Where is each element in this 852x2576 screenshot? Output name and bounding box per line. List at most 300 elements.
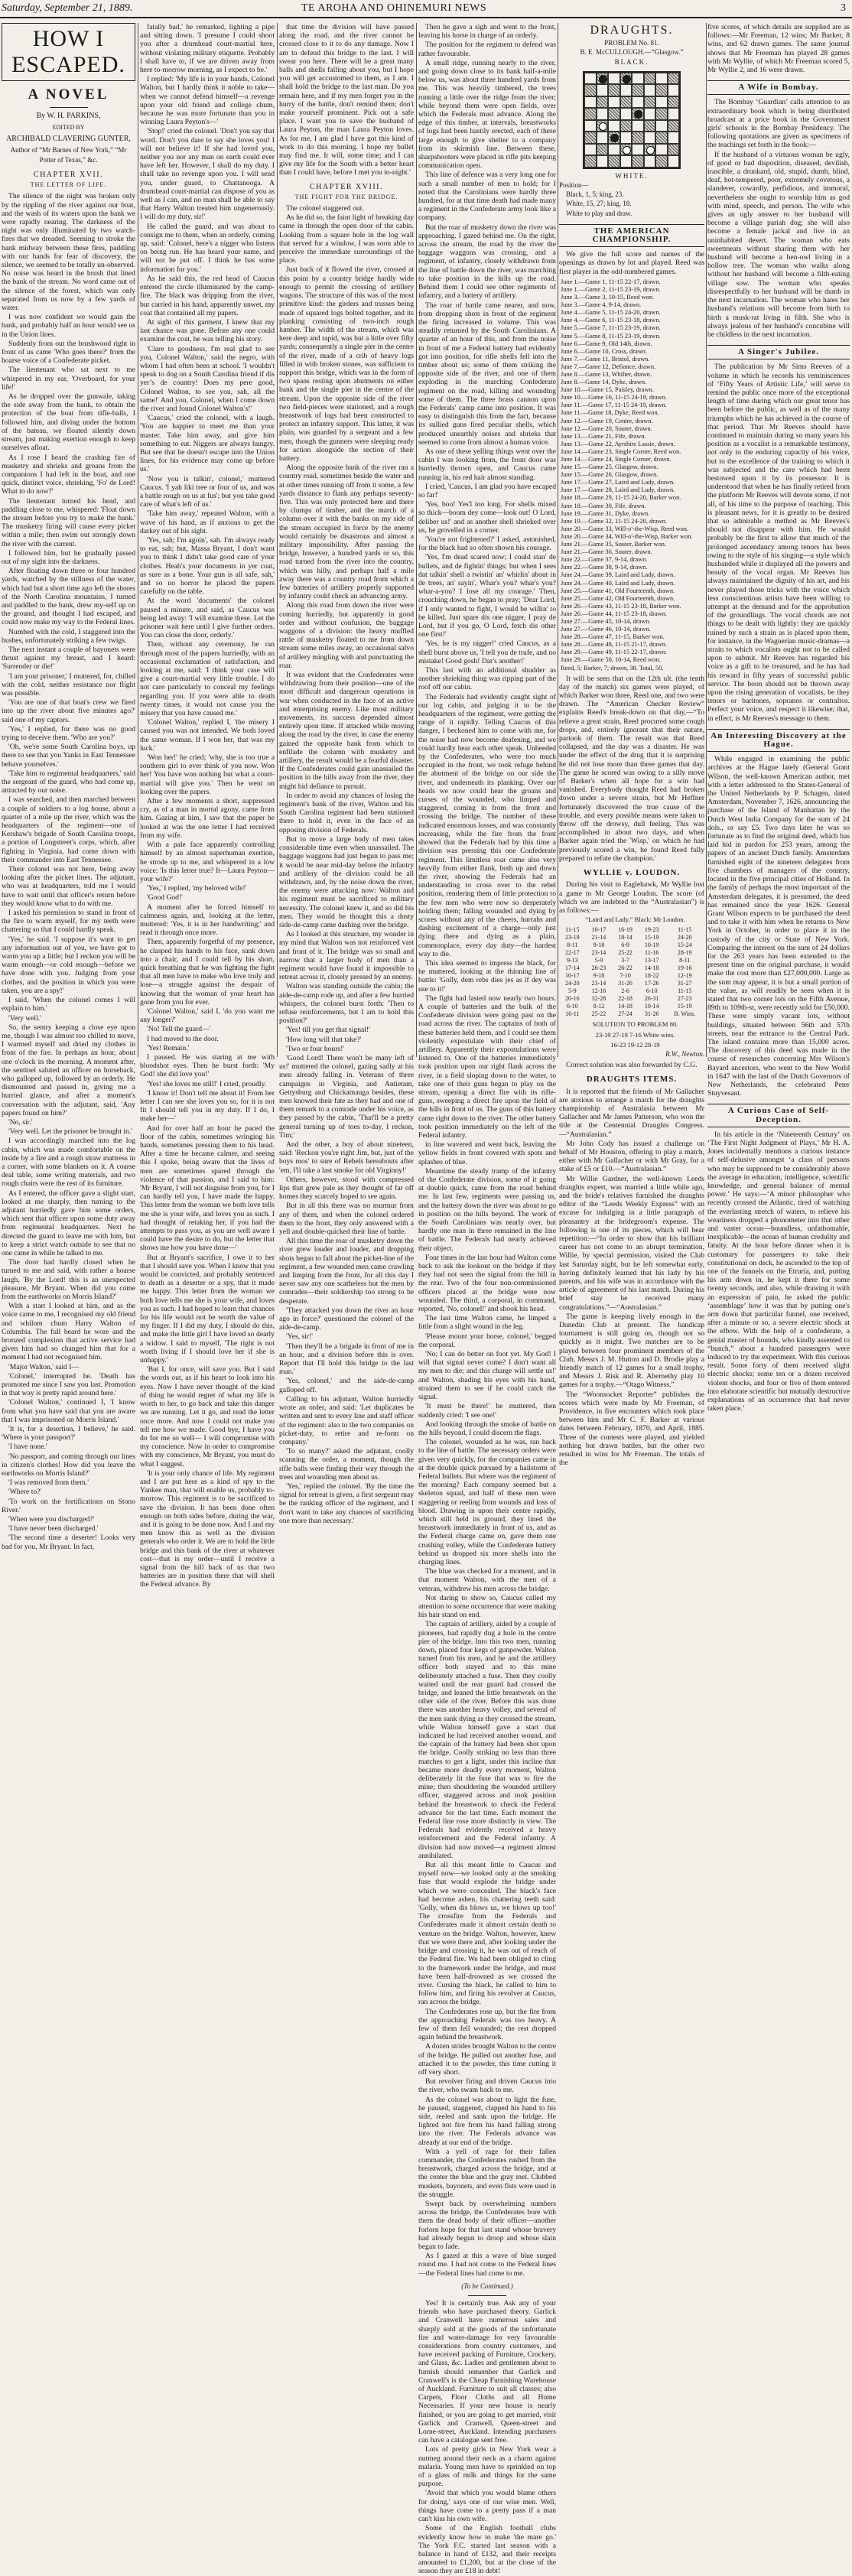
score-row <box>559 964 704 972</box>
championship-notes <box>559 675 704 863</box>
story-paragraph: 'No, sir.' <box>8 1117 33 1127</box>
article-hague-body <box>707 755 850 1098</box>
score-cell: 27-23 <box>677 995 692 1003</box>
score-cell: 32-28 <box>591 995 606 1003</box>
news-paragraph: It is reported that the friends of Mr Gallacher are anxious to arrange a match for the draughts championship of Australasia between Mr Gallacher and Mr James Patterson, who won the title at the Centennial Draughts Congress.—“Australasian.” <box>559 1087 704 1139</box>
board-square <box>620 155 632 168</box>
score-cell: 31-26 <box>618 980 632 987</box>
game-entry: June 1.—Game 1, 11-15 22-17, drawn. <box>561 278 661 285</box>
white-label: WHITE. <box>615 171 649 180</box>
score-cell: 20-16 <box>564 995 580 1003</box>
score-cell: 11-16 <box>645 949 659 957</box>
game-entry: June 7.—Game 11, Bristol, drawn. <box>561 355 650 363</box>
story-paragraph: I followed him, but he gradually passed out of my sight into the darkness. <box>2 548 135 566</box>
score-cell: 16-19 <box>618 926 632 934</box>
story-paragraph: The colonel staggered out. <box>286 204 364 213</box>
story-paragraph: I paused. He was staring at me with bloodshot eyes. Then he burst forth: 'My God! she did love you!' <box>140 1052 275 1079</box>
column-5 <box>559 23 704 1468</box>
score-cell: 12-19 <box>677 972 692 980</box>
story-paragraph: Numbed with the cold, I staggered into the bushes, unfortunately striking a few twigs. <box>2 627 135 645</box>
game-entry: June 6.—Game 9, Old 14th, drawn. <box>561 340 652 347</box>
board-square <box>608 120 620 132</box>
score-cell: 26-31 <box>644 995 659 1003</box>
board-square <box>668 84 680 96</box>
board-square <box>632 144 644 156</box>
column-rule <box>706 23 707 1057</box>
game-entry: June 19.—Game 31, Dyke, drawn. <box>561 509 650 517</box>
story-paragraph: 'No; I can do better on foot yet. My God! I will that signal never come? I don't want all my men to die; and this charge will settle us!' and Walton, shading his eyes with his hand, strained them to see if he could catch the signal. <box>418 1350 556 1402</box>
game-entry: June 4.—Game 6, 11-15 23-18, drawn. <box>561 317 661 324</box>
game-entry: June 7.—Game 12, Defiance, drawn. <box>561 363 656 370</box>
story-paragraph: 'Major Walton,' said I— <box>8 1362 80 1371</box>
story-paragraph: Four times in the last hour had Walton come back to ask the lookout on the bridge if they they had not seen the signal from the hill in the rear. Two of the four non-commissioned officers placed at the bridge were now wounded. The third, a corporal, in command, reported, 'No, colonel!' and shook his head. <box>418 1253 556 1314</box>
score-cell: 8-11 <box>567 942 578 949</box>
board-square <box>584 96 597 109</box>
story-paragraph: The roar of battle came nearer, and now, from dropping shots in front of the regiment the firing increased in volume. This was steadily returned by the South Carolinians. A quarter of an hour of this, and from the noise in front of me a Federal battery had evidently got into position, for rifle shells fell into the timber about us; some of them striking the opposite side of the river, and one of them exploding in the marching Confederate regiment on the road, killing and wounding some of them. The three brass cannon upon the Federals' camp came into position. It was easy to distinguish this from the fact, because its sullied guns fired peculiar shells, which produced unearthly noises and shrieks that seemed to come from almost a human voice. <box>418 301 556 447</box>
news-paragraph: If the husband of a virtuous woman be ugly, of good or bad disposition, diseased, devilish, irascible, a drunkard, old, stupid, dumb, blind, deaf, hot-tempered, poor, extremely covetous, a slanderer, cowardly, perfidious, and immoral, nevertheless she ought to worship him as god with mind, speech, and person. The wife who gives an ugly answer to her husband will become a village pariah dog; she will also become a female jackal and live in an uninhabited desert. The woman who eats sweetmeats without sharing them with her husband will become a hen-owl living in a hollow tree. The woman who walks along without her husband will become a filth-eating village sow. The woman who speaks disrespectfully to her husband will be dumb in the next incarnation. The woman who hates her husband's relations will become from birth to birth a musk-rat living in filth. She who is always jealous of her husband's concubine will be childless in the next incarnation. <box>707 150 850 339</box>
score-cell: 25-22 <box>591 1010 606 1018</box>
board-square <box>668 144 680 156</box>
score-cell: 23-19 <box>564 934 580 942</box>
score-cell: B. Wins. <box>674 1010 696 1018</box>
game-entry: June 28.—Game 48, 11-15 21-17, drawn. <box>561 641 668 649</box>
board-square <box>668 108 680 120</box>
board-square <box>632 108 644 120</box>
score-cell: 9-13 <box>566 957 578 964</box>
score-cell: 27-24 <box>618 1010 632 1018</box>
game-entry: June 8.—Game 13, Whilter, drawn. <box>561 370 652 378</box>
board-square <box>655 73 668 85</box>
score-row <box>559 980 704 987</box>
championship-intro: We give the full score and names of the openings as drawn by lot and played. Reed was first player in the odd-numbered games. <box>559 250 704 276</box>
story-paragraph: Then he gave a sigh and went to the front, leaving his horse in charge of an orderly. <box>418 23 556 41</box>
story-paragraph: 'Yes! she loves me still!' I cried, proudly. <box>147 1079 267 1088</box>
score-cell: 19-23 <box>644 926 659 934</box>
score-cell: 10-19 <box>644 942 659 949</box>
article-title-deception: A Curious Case of Self-Deception. <box>707 1104 850 1127</box>
story-paragraph: Suddenly from out the brushwood right in front of us came 'Who goes there?' from the hoarse voice of a Confederate picket. <box>2 339 135 366</box>
board-square <box>584 120 597 132</box>
board-square <box>644 144 656 156</box>
story-paragraph: As I gazed at this a wave of blue surged round me. I had not come to the Federal lines—the Federal lines had come to me. <box>418 2252 556 2278</box>
championship-title: THE AMERICAN CHAMPIONSHIP. <box>559 224 704 247</box>
board-square <box>608 96 620 109</box>
board-square <box>584 108 597 120</box>
story-paragraph: And the other, a boy of about nineteen, said: 'Reckon you're right Jim, but, just of the boys mos' to sure of Rebels hereabouts after 'em, I'll take a last smoke for old Virginny!' <box>279 1140 414 1175</box>
board-square <box>644 120 656 132</box>
score-cell: 12-16 <box>591 987 606 995</box>
story-paragraph: I was accordingly marched into the log cabin, which was made comfortable on the inside by a fire and a rough straw mattress in a corner, with some blankets on it. A coarse deal table, some writing materials, and two rough chairs were the rest of its furniture. <box>2 1137 135 1189</box>
score-cell: 9-18 <box>593 942 605 949</box>
board-square <box>644 73 656 85</box>
game-entry: June 20.—Game 34, Will-o'-the-Wisp, Barker won. <box>561 532 693 540</box>
black-piece-icon <box>610 134 619 142</box>
story-paragraph: 'Good Lord! There won't be many left of us!' muttered the colonel, gazing sadly at his men already falling in. Veterans of three campaigns in Virginia, and Antietam, Gettysburg and Chickamauga besides, these men knowed their fate as they had and one of them remark to a comrade under his voice, as they passed by the cabin, 'That'll be a pretty general turning up of toes to-day, I reckon, Tim;' <box>279 1053 414 1140</box>
story-paragraph: fatally bad,' he remarked, lighting a pipe and sitting down. 'I presume I could shoot you after a drumhead court-martial here, without violating military etiquette. Probably I shall have to, if we are driven away from here to-morrow morning, as I expect to be.' <box>140 23 275 75</box>
score-cell: 6-9 <box>621 942 629 949</box>
story-paragraph: 'It is your only chance of life. My regiment and I are put here as a kind of spy to the Yankee man, that will enable us, probably to-morrow. This regiment is to be sacrificed to save the division. It has been done often enough on both sides before, during the war, and it is going to be done now. And I and my men know this as well as the division generals who order it. We are to hold the little bridge and this bank of the river at whatever cost—that is my order—until I receive a signal from the hill back of us that two batteries are in position there that will shell the Federal advance. By <box>140 1469 275 1589</box>
editor-credits: Author of “Mr Barnes of New York,” “Mr Potter of Texas,” &c. <box>10 146 127 164</box>
score-row <box>559 1010 704 1018</box>
scores-continued: five scores, of which details are supplied are as follows:—Mr Freeman, 12 wins; Mr Barker, 8 wins, and 62 drawn games. The same journal shows that Mr Freeman has played 28 games with Mr Wyllie, of which Mr Freeman scored 5, Mr Wyllie 2, and 16 were drawn. <box>707 23 850 75</box>
board-square <box>620 144 632 156</box>
game-entry: June 29.—Game 50, 10-14, Reed won. <box>561 656 661 664</box>
game-entry: June 20.—Game 33, Will-o'-the-Wisp, Reed won. <box>561 525 688 532</box>
story-paragraph: At sight of this garment, I knew that my last chance was gone. Before any one could examine the coat, he was telling his story. <box>140 317 275 344</box>
black-label: BLACK. <box>614 57 649 66</box>
board-square <box>632 84 644 96</box>
story-paragraph: 'It is, for a desertion, I believe,' he said. 'Where is your passport?' <box>2 1425 135 1442</box>
story-paragraph: A dozen strides brought Walton to the centre of the bridge. He pulled out another fuse, and attached it to the powder, this time cutting it off very short. <box>418 2042 556 2077</box>
story-paragraph: 'Very well.' <box>8 1013 41 1023</box>
opening-line: “Laird and Lady.” Black: Mr Loudon. <box>585 916 685 924</box>
board-square <box>584 84 597 96</box>
game-entry: June 28.—Game 47, 11-15, Barker won. <box>561 633 665 641</box>
story-paragraph: 'No passport, and coming through our lines in citizen's clothes! How did you leave the earthworks on Morris Island?' <box>2 1452 135 1478</box>
news-paragraph: While engaged in examining the public archives at the Hague lately (General Grant Wilson, the well-known American author, met with a letter addressed to the States-General of the United Netherlands by P. Schagen, dated Amsterdam, November 7, 1626, announcing the purchase of the Island of Manhattan by the Dutch West India Company for the sum of 24 dols., or say £5. Two days later he was so fortunate as to find the original deed, which has laid hid in pardon for 253 years, among the papers of an ancient Dutch family. Amsterdam furnished eight of the nineteen delegates from five chambers of managers of the country, located in the five principal cities of Holland. In the family of perhaps the most important of the Amsterdam delegates, it is presumed, the deed has remained since the year 1626. General Grant Wilson expects to be purchased the deed and to take it with him when he returns to New York in October, in order to place it in the custody of the city or State of New York. Comparing the interest on the sum of 24 dollars for the 263 years has been extended to the present time on the original purchase, it would make the cost more than £27,000,000. Large as the sum may appear, it is but a small portion of the value, as will readily be seen when it is stated that two corner lots on the Fifth Avenue, 89th to 109th-st, were recently sold for £50,000. These were simply vacant lots, without buildings, situated between 56th and 57th streets, near the entrance to the Central Park. The island contains more than 15,000 acres. The discovery of this deed was made in the course of researches concerning Mrs Wilson's Bayard ancestors, who went to the New World in 1647 with the last of the Dutch Governors of New Netherlands, the celebrated Peter Stuyvesant. <box>707 755 850 1098</box>
news-paragraph: The game is keeping lively enough in the Dunedin Club at present. The handicap tournament is still going on, though not so quickly as it might. Two matches are to be played between four prominent members of the Club, Messrs J. M. Hutton and D. Brodie play a friendly match of 12 games for a small trophy, and Messrs J. Risk and R. Abernethy play 10 games for a trophy.—“Otago Witness.” <box>559 1312 704 1390</box>
game-entry: June 3.—Game 3, 10-15, Reed won. <box>561 294 655 301</box>
story-paragraph: 'I am your prisoner,' I muttered, for, chilled with the cold, neither resistance nor flight was possible. <box>2 672 135 698</box>
score-cell: 10-17 <box>591 926 606 934</box>
score-cell: 13-17 <box>644 957 659 964</box>
news-paragraph: The publication by Mr Sims Reeves of a volume in which he records his reminiscences of ‘Fifty Years of Artistic Life,’ will serve to remind the public once more of the exceptional length of time during which our great tenor has been before the public, as well as of the many triumphs which he has achieved in the course of that period. That Mr Reeves should have continued to maintain during so many years his position as a vocalist is a remarkable testimony, not only to the enduring capacity of his voice, but to the excellence of the training to which it was subjected and the care which had been bestowed upon it by its possessor. It is understood that when he has finally retired from the platform Mr Reeves will devote some, if not all, of his time to the purpose of teaching. This is pleasant news, for it is greatly to be desired that so admirable a method as Mr Reeves's should not disappear with him. He would probably be the first to allow that much of the prolonged ascendancy among tenors has been owing to the style of his singing—a style which husbanded while it displayed all the powers and beauty of the vocal organ. Mr Reeves has always maintained the dignity of his art, and his never played those tricks with the voice which less conscientious artists have been willing to attempt at the demand and for the approbation of the groundlings. The vocal chords are not things to be dealt with lightly: they are quickly ruined by such a strain as is placed upon them, for instance, in the Wagnerian music-dramas—a strain to which vocalists ought not to be called upon to submit. Mr Reeves has regarded his voice as a gift to be treasured, and he has had his reward in fifty years of successful public service. The boon should not be thrown away upon the rising generation of vocalists, be they tenors or baritones, sopranos or contraltos. Perfect your voice, and respect it likewise; that, in effect, is Mr Reeves's message to them. <box>707 363 850 723</box>
game-entry: June 27.—Game 46, 10-14, drawn. <box>561 626 651 633</box>
column-1 <box>2 23 135 1551</box>
white-piece-icon <box>646 146 655 154</box>
game-entry: June 15.—Game 26, Glasgow, drawn. <box>561 471 659 479</box>
score-cell: 8-11 <box>679 957 691 964</box>
story-paragraph: 'Clare to goodness, I'm real glad to see you, Colonel Walton,' said the negro, with whom I had often been at school. 'I wouldn't speak to dog on a South Carolina friend if dis yer’s de country! Does my pere good, Colonel Walton, to see you, sah, all the same!' And you, Colonel, when I come down the river and found Colonel Walton's!' <box>140 344 275 413</box>
board-square <box>597 73 609 85</box>
story-paragraph: 'Colonel,' interrupted he. 'Death has promoted me since I saw you last. Promotion in that way is pretty rapid around here.' <box>2 1371 135 1398</box>
edited-by: EDITED BY <box>52 124 85 131</box>
chapter-17-end <box>279 23 414 177</box>
score-row <box>559 972 704 980</box>
story-paragraph: 'How long will that take?' <box>286 1035 362 1044</box>
story-paragraph: 'Yes, he is my nigger!' cried Caucus, as a shell burst above us, 'I tell you de trufe, and no mistake! Good gosh! Dar's another!' <box>418 639 556 665</box>
story-paragraph: But at Bryant's sacrifice, I owe it to her that I should save you. When I know that you would be convicted, and probably sentenced to death as a deserter or a spy, that it made me happy. This letter from the woman we both love tells me she is your wife, and loves you as such. I had hoped to learn that chances for his life would not be worth the value of my finger. If I did my duty, I should do this, and make the little girl I have loved so dearly a widow. I said to myself, 'The right is not worth living if I should love her if she is unhappy.' <box>140 1253 275 1365</box>
white-position: White, 15, 27; king, 18. <box>566 200 632 208</box>
story-paragraph: 'I have none.' <box>8 1442 47 1452</box>
editor-name: ARCHIBALD CLAVERING GUNTER, <box>6 135 131 143</box>
story-paragraph: The Confederates rose up, but the fire from the approaching Federals was too heavy. A few of them fell wounded; the rest dropped again behind the breastwork. <box>418 2007 556 2042</box>
story-paragraph: The lieutenant who sat next to me whispered in my ear, 'Overboard, for your life!' <box>2 366 135 392</box>
story-paragraph: 'Stop!' cried the colonel. 'Don't you say that word. Don't you dare to say she loves you! I will not believe it! If she had loved you, neither you nor any man on earth could ever have left her. However, I shall do my duty. I shall take no revenge upon you. I will send you, under guard, to Chattanooga. A drumhead court-martial can dispose of you as well as I can, and no man shall be able to say that Harry Walton treated him ungenerously. I will do my duty, sir!' <box>140 127 275 222</box>
game-entry: June 21.—Game 36, Souter, drawn. <box>561 548 652 556</box>
score-cell: 31-27 <box>677 980 692 987</box>
score-cell: 22-17 <box>564 949 580 957</box>
game-entry: June 29.—Game 49, 11-15 22-17, drawn. <box>561 649 668 656</box>
score-cell: 11-15 <box>678 926 692 934</box>
score-row <box>559 934 704 942</box>
board-square <box>644 96 656 109</box>
story-paragraph: Their colonel was not here, being away looking after the picket lines. The adjutant, who was at headquarters, told me I would have to wait until that officer's return before they would know what to do with me. <box>2 865 135 908</box>
score-cell: 22-18 <box>618 995 632 1003</box>
article-title-singer: A Singer's Jubilee. <box>707 345 850 359</box>
board-square <box>620 108 632 120</box>
black-position: Black, 1, 5; king, 23. <box>566 190 624 199</box>
story-paragraph: 'Good God!' <box>147 893 183 903</box>
game-entry: June 5.—Game 8, 11-15 23-19, drawn. <box>561 332 661 340</box>
news-paragraph: The Bombay ‘Guardian’ calls attention to an extraordinary book which is being distributed broadcast at a price book in the Government girls' schools in the Bombay Presidency. The following quotations are given as specimens of the teachings set forth in the book:— <box>707 98 850 150</box>
article-title-hague: An Interesting Discovery at the Hague. <box>707 729 850 752</box>
board-square <box>655 155 668 168</box>
story-paragraph: I cried, 'Caucus, I am glad you have escaped so far!' <box>418 482 556 499</box>
story-paragraph: I was searched, and then marched between a couple of soldiers to a log house, about a quarter of a mile up the river, which was the headquarters of the regiment—one of Kershaw's brigade of South Carolina troops, a portion of Longstreet's corps, which, after fighting in Virginia, had come down with their commander into East Tennessee. <box>2 795 135 864</box>
divider <box>50 107 88 108</box>
story-paragraph: Not daring to show so, Caucus called my attention to some occurrence that were making his hair stand on end. <box>418 1593 556 1620</box>
board-square <box>597 155 609 168</box>
board-square <box>597 84 609 96</box>
game-entry: June 26.—Game 43, 11-15 23-18, Barker won. <box>561 602 681 610</box>
story-paragraph: It was evident that the Confederates were withdrawing from their position—one of the most difficult and dangerous operations in war when conducted in the face of an active and enterprising enemy. Like most military movements, its success depended almost entirely upon time. If attacked while moving along the road by the river, in case the enemy gained the opposite bank from which to enfilade the column with musketry and artillery, the result would be a fearful disaster. If the Confederates could gain unassailed the position in the hills away from the river, they might bid defiance to pursuit. <box>279 671 414 791</box>
story-paragraph: 'It must be there!' he muttered, then suddenly cried: 'I see one!' <box>418 1402 556 1420</box>
story-paragraph: As he said this, the red head of Caucus entered the circle illuminated by the camp-fire. The black was dripping from the river, but carried in his hand, apparently unwet, my coat that contained all my papers. <box>140 274 275 317</box>
white-piece-icon <box>599 122 607 131</box>
story-paragraph: Others, however, stood with compressed lips that grew pale as they thought of far off homes they scarcely hoped to see again. <box>279 1175 414 1202</box>
score-row <box>559 995 704 1003</box>
news-paragraph: Lots of pretty girls in New York wear a nutmeg around their neck as a charm against malaria. Young men have to sprinkled on top of a glass of milk and things for the same purpose. <box>418 2445 556 2489</box>
score-cell: 14-18 <box>644 964 659 972</box>
story-paragraph: 'To work on the fortifications on Stono River.' <box>2 1497 135 1514</box>
score-cell: 19-16 <box>677 964 692 972</box>
divider <box>468 2295 506 2296</box>
score-cell: 28-19 <box>677 949 692 957</box>
story-paragraph: And looking through the smoke of battle on the hills beyond, I could discern the flags. <box>418 1420 556 1437</box>
story-paragraph: This idea seemed to impress the black, for he muttered, looking at the thinning line of battle: 'Golly, dem rebs dies jes as if dey was use to it!' <box>418 958 556 994</box>
story-paragraph: A moment after he forced himself to calmness again, and, looking at the letter, muttered: 'Yes, it is in her handwriting;' and read it through once more. <box>140 903 275 938</box>
score-cell: 10-14 <box>644 1003 659 1010</box>
problem-author: B. E. McCULLOUGH.—“Glasgow.” <box>580 48 684 57</box>
game-entry: June 6.—Game 10, Cross, drawn. <box>561 347 648 355</box>
board-square <box>668 73 680 85</box>
game-entry: June 4.—Game 5, 11-15 24-20, drawn. <box>561 309 661 317</box>
story-paragraph: 'Yes,' he said. 'I suppose it's want to get any information out of you, we have got to warm you up a little; but I reckon you will be warm enough—or cold enough—before we have done with you. Judging from your clothes, and the position in which you were taken, you are a spy!' <box>2 935 135 995</box>
score-cell: 5-9 <box>594 957 603 964</box>
game-entry: June 17.—Game 27, Laird and Lady, drawn. <box>561 479 675 486</box>
story-paragraph: But to move a large body of men takes considerable time even when unassailed. The baggage waggons had just begun to pass me; it would be near mid-day before the infantry and artillery of the division could be all withdrawn, and, by the noise down the river, the enemy were attacking now: Walton and his regiment must be sacrificed to military necessity. The colonel knew it, and so did his men. They would be thought this a dusty side-de-camp came dashing over the bridge. <box>279 834 414 929</box>
story-paragraph: The lieutenant turned his head, and paddling close to me, whispered: 'Float down the stream before you try to make the bank.' The musketry firing will cause every picket within a mile; then swim out strongly down the river with the current. <box>2 496 135 548</box>
story-paragraph: that time the division will have passed along the road, and the river cannot be crossed close to it to do any damage. Now I am to defend this bridge to the last. I will swear you here. There will be a great many balls and shells falling about you, but I hope you will get accustomed to them, as I am. I shall hold the bridge to the last man. Do you remain here, and if my men forget you in the hurry of the battle, don't remind them; don't make yourself prominent. Pick out a safe place. I want you to save the husband of Laura Peyton, the man Laura Peyton loves. As for me, I am glad I have got this kind of work to do this morning. I hope my bullet may find me. It will, some time; and I can give my life for the South with a better heart than I could have, before I met you to-night.' <box>279 23 414 177</box>
novel-label: A NOVEL <box>28 86 109 102</box>
score-cell: 26-22 <box>618 964 632 972</box>
solution-line-2: 16-23 19-12 28-19 <box>610 1040 660 1049</box>
score-cell: 14-18 <box>618 1003 632 1010</box>
story-paragraph: The door had hardly closed when he turned to me and said, with rather a hoarse laugh, 'By the Lord! this is an unexpected pleasure, Mr Bryant. When did you come from the earthworks on Morris Island?' <box>2 1258 135 1301</box>
story-paragraph: The colonel, wounded as he was, ran back to the line of battle. The necessary orders were given very quickly, for the companies came in at the double quick pursued by a hailstorm of Federal bullets. But where was the regiment of the morning? Each company seemed but a skeleton squad, and half of these men were staggering or reeling from wounds and loss of blood. Drawing in upon their centre rapidly, which still held its ground, they lined the breastwork immediately in front of us, and as the Federal charge came on, gave them one crushing volley, while the Confederate battery behind us dropped six more shells into the charging lines. <box>418 1438 556 1566</box>
board-square <box>620 96 632 109</box>
story-paragraph: 'Oh, we're some South Carolina boys, up there to see that you Yanks in East Tennessee behave yourselves.' <box>2 743 135 769</box>
column-3 <box>279 23 414 1525</box>
story-paragraph: At the word 'documents' the colonel paused a minute, and said, as Caucus was being led away: 'I will examine these. Let the prisoner wait here until I give further orders. You can close the door, orderly.' <box>140 597 275 640</box>
newspaper-name: TE AROHA AND OHINEMURI NEWS <box>301 2 487 14</box>
news-paragraph: Mr John Cody has issued a challenge on behalf of Mr Houston, offering to play a match, either with Mr Gallacher or with Mr Gray, for a stake of £5 or £10.—“Australasian.” <box>559 1139 704 1174</box>
story-paragraph: So, the sentry keeping a close eye upon me, though I was almost too chilled to move, I warmed myself and dried my clothes in front of the fire. In perhaps an hour, about one o'clock in the morning. A moment after, the sentinel saluted an officer on horseback, who galloped up, followed by an orderly. He dismounted and passed in, giving me a hurried glance, and after a moment's conversation with the adjutant, said, 'Any papers found on him?' <box>2 1023 135 1117</box>
score-cell: 11-15 <box>678 987 692 995</box>
game-entry: June 14.—Game 23, Single Corner, Reed won. <box>561 447 681 455</box>
news-paragraph: Mr Willie Gardner, the well-known Leeds draughts expert, was married a little while ago, and the bride's relatives furnished the draughts editor of the “Leeds Weekly Express” with an excuse for indulging in a little paragraph of pleasantry at the bridegroom's expense. The following is one of its pieces, which will bear repetition:—“In order to show that his brilliant career has not come to an abrupt termination, Willie, by special permission, visited the Club last Saturday night, but he left somewhat early, having definitely learned that his lady by his parents, and his wife was in accordance with the article of agreement of his last match. During his brief stay he received many congratulations.”—“Australasian.” <box>559 1174 704 1312</box>
board-square <box>655 132 668 144</box>
story-paragraph: With a yell of rage for their fallen commander, the Confederates rushed from the breastwork, charged across the bridge, and at the center the blue and the gray met. Clubbed muskets, bayonets, and even fists were used in the struggle. <box>418 2147 556 2199</box>
story-paragraph: 'Two or four hours!' <box>286 1044 345 1053</box>
story-paragraph: 'Please mount your horse, colonel,' begged the corporal. <box>418 1332 556 1349</box>
board-square <box>632 73 644 85</box>
board-square <box>668 155 680 168</box>
solution-title: SOLUTION TO PROBLEM 80. <box>592 1020 678 1029</box>
game-entry: June 1.—Game 2, 11-15 23-19, drawn. <box>561 285 661 293</box>
game-entry: June 17.—Game 28, Laird and Lady, drawn. <box>561 486 675 494</box>
story-paragraph: 'Colonel Walton,' said I, 'do you want me any longer?' <box>140 1007 275 1025</box>
black-piece-icon <box>599 75 607 83</box>
board-square <box>632 96 644 109</box>
story-paragraph: 'Colonel Walton,' continued I, 'I know from what you have said that you are aware that I was imprisoned on Morris Island.' <box>2 1398 135 1424</box>
story-paragraph: 'But I, for once, will save you. But I said the words out, as if his heart to look into his eyes. Now I have never thought of the kind of thing he would regret of what my life is worth to her, to go back and take this danger we are running. Let it go, and read the letter once more. And now I could not make you tell me how we made. Good bye, I have you do for me so well— I will compromise with my conscience. Now in order to compromise with my conscience, Mr Bryant, you must do what I suggest. <box>140 1365 275 1469</box>
story-paragraph: I asked his permission to stand in front of the fire to warm myself, for my teeth were chattering so that I could hardly speak. <box>2 909 135 935</box>
story-paragraph: I was now confident we would gain the bank, and probably half an hour would see us in the Union lines. <box>2 313 135 339</box>
board-square <box>597 120 609 132</box>
story-paragraph: I had moved to the door. <box>147 1034 219 1043</box>
board-square <box>668 132 680 144</box>
black-piece-icon <box>634 110 642 119</box>
chapter-18-battle <box>418 1140 556 2006</box>
story-paragraph: 'Where to?' <box>8 1488 42 1497</box>
story-paragraph: As I entered, the officer gave a slight start, looked at me sharply, then turning to the adjutant hurriedly gave him some orders, which sent that officer upon some duty away from regimental headquarters. Next he directed the guard to leave me with him, but to keep a strict watch outside to see that no one came in while he talked to me. <box>2 1189 135 1257</box>
solution-line-1: 23-19 27-18 7-16 White wins. <box>595 1030 675 1039</box>
game-entry: June 15.—Game 25, Glasgow, drawn. <box>561 463 659 471</box>
score-table <box>559 926 704 1018</box>
story-paragraph: And for over half an hour he paced the floor of the cabin, sometimes wringing his hands, sometimes pressing them to his head. After a time he became calmer, and seeing this I spoke, being aware that the lives of men are sometimes spared through the violence of that passion, and I said to him: 'Mr Bryant, I will not disguise from you, for I can hardly tell you, I have made the happy. This letter from the woman we both love tells me she is your wife, and loves you as such. I had thought of retaking her, if you had the attempts to pass you, as you are well aware I could have the desire to do, but the letter that shows me how you have done—' <box>140 1124 275 1253</box>
game-entry: June 3.—Game 4, 9-14, drawn. <box>561 301 642 309</box>
chapter-17-continued <box>140 23 275 1589</box>
board-square <box>620 73 632 85</box>
to-be-continued: (To be Continued.) <box>461 2282 513 2290</box>
board-square <box>597 96 609 109</box>
board-square <box>608 108 620 120</box>
board-square <box>644 132 656 144</box>
serial-title: HOW I ESCAPED. <box>2 23 135 81</box>
board-square <box>632 120 644 132</box>
game-entry: June 24.—Game 39, Laird and Lady, drawn. <box>561 571 675 579</box>
board-square <box>655 120 668 132</box>
story-paragraph: The Federals had evidently caught sight of our log cabin, and judging it to be the headquarters of the regiment, were getting the range of it rapidly. Telling Caucus of this danger, I beckoned him to come with me, for the noise had now become deafening, and we could hardly hear each other speak. Unheeded by the Confederates, who were too much occupied in the front, we took refuge behind the abutment of the bridge on our side the river, and underneath its planking. Over our heads we now could hear the groans and curses of the wounded, who limped and staggered, coming in from the front and crossing the bridge. The number of these indicated enormous losses, and was constantly increasing, while the fire from the front showed that the Federals had by this time a division was pressing this one Confederate regiment. This limitless roar came also very heavily from either flank, both up and down the river, showing the Federals had an understanding to cross over to the rebel position, rendering them of little protection to the few men who were now so desperately holding them; falling wounded and dying by scores without any of the cheers, hurrahs and dashing excitement of a charge—only just dying there and dying as a plain, commonplace, every day duty—the hardest way to die. <box>418 692 556 958</box>
score-cell: 6-10 <box>646 987 658 995</box>
score-cell: 7-10 <box>619 972 631 980</box>
score-cell: 23-14 <box>591 949 606 957</box>
story-paragraph: 'I know it! Don't tell me about it! From her letter I can see she loves you so, for it is not fit I should tell you in my duty. If I do, I make her—' <box>140 1088 275 1124</box>
story-paragraph: 'Yes,' I replied, for there was no good trying to deceive them. 'Who are you?' <box>2 724 135 742</box>
score-row <box>559 942 704 949</box>
score-row <box>559 957 704 964</box>
news-paragraph: 'Avoid that which you would blame others for doing,' says one of our wise men. Well, things have come to a pretty pass if a man can't kiss his own wife. <box>418 2489 556 2524</box>
score-cell: 5-9 <box>567 987 577 995</box>
black-piece-icon <box>623 75 631 83</box>
signed-by: R.W., Newton. <box>665 1049 704 1058</box>
chapter-17-body <box>2 192 135 1550</box>
story-paragraph: 'When were you discharged?' <box>8 1515 95 1524</box>
story-paragraph: Walton was standing outside the cabin; the aide-de-camp rode up, and after a few hurried whispers, the colonel burst forth: 'Then to refuse reinforcements, but I am to hold this position?' <box>279 982 414 1026</box>
board-square <box>608 84 620 96</box>
game-entry: June 18.—Game 30, Fife, drawn. <box>561 502 646 509</box>
story-paragraph: 'Yes! Remain.' <box>147 1043 190 1052</box>
author-line: By W. H. PARKINS, <box>36 112 101 120</box>
game-entry: June 25.—Game 41, Old Fourteenth, drawn. <box>561 587 675 594</box>
board-square <box>597 108 609 120</box>
story-paragraph: As he did so, the faint light of breaking day came in through the open door of the cabin. Looking from a square hole in the log wall that served for a window, I was soon able to perceive the immediate surroundings of the place. <box>279 213 414 265</box>
board-square <box>608 155 620 168</box>
board-square <box>668 120 680 132</box>
score-cell: 31-26 <box>644 1010 659 1018</box>
score-cell: 18-22 <box>644 972 659 980</box>
story-paragraph: The captain of artillery, aided by a couple of pioneers, had rapidly dug a hole in the centre pier of the bridge. Into this two men, running down, placed four kegs of gunpowder. Walton turned from his men, and he and the artillery officer both stayed and to this mine deliberately attached a fuse. Then they coolly waited until the rear guard had crossed the bridge, and leaned the little breastwork on the other side of the river. Before this was done there was another heavy volley, and several of the men sank dying as they crossed the stream, while Walton himself gave a start that indicated he had received another wound, and the captain of the battery had been shot upon the bridge. Coolly striking no less than three matches to get a light, under this incline that became more deadly every moment, Walton deliberately lit the fuse that was to fire the mine; then shouldering the wounded artillery officer, staggered across and took position behind the breastwork to check the Federal advance for the last time. Each moment the Federal line rose more distinctly in view. The Federals had evidently received a heavy reinforcement and the Federal infantry. A division had now moved—a regiment almost annihilated. <box>418 1620 556 1860</box>
score-cell: 17-14 <box>564 964 580 972</box>
game-entry: June 21.—Game 35, Souter, Barker won. <box>561 541 667 548</box>
game-entry: June 26.—Game 44, 11-15 23-18, drawn. <box>561 610 668 617</box>
games-list <box>561 278 704 672</box>
story-paragraph: 'Yes,' replied the colonel. 'By the time the signal for retreat is given, a first sergeant may be the ranking officer of the regiment, and I don't want to take any chances of sacrificing one more than necessary.' <box>279 1482 414 1525</box>
score-cell: 3-7 <box>621 957 629 964</box>
story-paragraph: I replied: 'My life is in your hands, Colonel Walton, but I hardly think it noble to take—when we cannot defend himself—a revenge upon your old friend and college chum, because he was more fortunate than you in winning Laura Peyton's—' <box>140 75 275 127</box>
game-entry: June 27.—Game 45, 10-14, drawn. <box>561 617 651 625</box>
game-entry: June 18.—Game 29, 11-15 24-20, Barker won. <box>561 494 681 502</box>
board-square <box>608 144 620 156</box>
chapter-18-body <box>279 204 414 1525</box>
article-singer-body <box>707 363 850 723</box>
game-entry: June 25.—Game 42, Old Fourteenth, drawn. <box>561 594 675 602</box>
article-deception-body <box>707 1130 850 1413</box>
board-square <box>620 120 632 132</box>
story-paragraph: The fight had lasted now nearly two hours. A couple of batteries and the bulk of the Confederate division were going past on the road across the river. The captains of both of these batteries held them, and I could see them violently expostulate with their chief of artillery. Apparently their expostulations were listened to. One of the batteries immediately took position upon our right flank across the river, in a field sloping down to the water, to take one of their guns began to play on the stream, opening a direct fire with its rifle-guns, sweeping a direct fire upon the field of the hills in front of us. The guns of this battery came right down to the river. The other battery took position immediately on the left of the Federal infantry. <box>418 994 556 1140</box>
position-label: Position— <box>559 181 589 190</box>
score-cell: 21-14 <box>591 934 606 942</box>
board-square <box>655 108 668 120</box>
problem-number: PROBLEM No. 81. <box>604 39 659 47</box>
story-paragraph: 'Yes! till you get that signal!' <box>286 1026 370 1035</box>
article-wife-body <box>707 98 850 339</box>
story-paragraph: 'They attacked you down the river an hour ago in force?' questioned the colonel of the aide-de-camp. <box>279 1306 414 1332</box>
score-cell: 2-6 <box>621 987 629 995</box>
story-paragraph: The next instant a couple of bayonets were thrust against my breast, and I heard: 'Surrender or die!' <box>2 645 135 672</box>
story-paragraph: 'You're not frightened?' I asked, astonished, for the black had so often shown his courage. <box>418 535 556 553</box>
board-square <box>584 73 597 85</box>
story-paragraph: 'Take him away,' repeated Walton, with a wave of his hand, as if anxious to get the darkey out of his sight. <box>140 509 275 535</box>
score-cell: 18-14 <box>618 934 632 942</box>
board-square <box>620 132 632 144</box>
score-cell: 11-15 <box>565 926 580 934</box>
story-paragraph: With a start I looked at him, and as the voice came to me, I recognised my old friend and whilom chum Harry Walton of Columbia. The full beard he wore and the bronzed complexion that active service had given him had so changed him that for a moment I had not recognised him. <box>2 1302 135 1362</box>
story-paragraph: The last time Walton came, he limped a little from a slight wound in the leg. <box>418 1314 556 1332</box>
game-entry: June 12.—Game 20, Souter, drawn. <box>561 424 652 432</box>
story-paragraph: Swept back by overwhelming numbers across the bridge, the Confederates bore with them the dead body of their officer—another forlorn hope for that last stand whose bravery had already begun to droop and whose slain began to fade. <box>418 2199 556 2251</box>
chapter-subhead: THE FIGHT FOR THE BRIDGE. <box>294 193 398 200</box>
score-cell: 24-20 <box>564 980 580 987</box>
story-paragraph: 'You are one of that boat's crew we fired into up the river about five minutes ago?' said one of my captors. <box>2 698 135 724</box>
score-cell: 23-14 <box>591 980 606 987</box>
story-paragraph: Just back of it flowed the river, crossed at this point by a country bridge hardly wide enough to permit the crossing of artillery wagons. The structure of this was of the most primitive kind: the girders and trusses being made of squared logs bolted together, and its planking consisting of two-inch rough lumber. The width of the stream, which was here deep and rapid, was but a little over fifty yards; consequently a single pier in the centre of the river, made of a crib of heavy logs filled in with broken stones, was sufficient to support this bridge, which was in the form of two spans resting upon abutments on either bank and the single pier in the centre of the stream. Upon the opposite side of the river two field-pieces were stationed, and a rough breastwork of logs had been constructed to protect an infantry support. This latter, it was plain, was guarded by a sergeant and a few men, though the gunners were sleeping ready for action alongside the section of their battery. <box>279 265 414 463</box>
column-2 <box>140 23 275 1589</box>
story-paragraph: 'I have never been discharged.' <box>8 1524 99 1534</box>
score-cell: 24-20 <box>677 934 692 942</box>
story-paragraph: 'To so many?' asked the adjutant, coolly scanning the order, a moment, though the rifle balls were finding their way through the trees and wounding men about us. <box>279 1447 414 1482</box>
game-entry: June 11.—Game 18, Dyke, Reed won. <box>561 409 659 417</box>
score-cell: 9-18 <box>593 972 605 980</box>
story-paragraph: 'Yes,' I replied, 'my beloved wife!' <box>147 884 247 893</box>
board-square <box>655 144 668 156</box>
board-square <box>644 108 656 120</box>
game-entry: June 14.—Game 24, Single Corner, drawn. <box>561 456 672 463</box>
story-paragraph: As one of these yelling things went over the cabin I was looking from, the front door was hurriedly thrown open, and Caucus came running in, his red hair almost standing. <box>418 447 556 482</box>
story-paragraph: Along the opposite bank of the river ran a country road, sometimes beside the water and at other times running off from it some, a few yards distance to flank any perhaps seventy-five. This was only protected here and there by clumps of timber, and the march of a column over it with the banks on my side of the stream occupied in force by the enemy would certainly be disastrous and almost a military impossibility. After passing the bridge, however, a hundred yards or so, this road turned from the river into the country, which was hilly, and perhaps half a mile away there was a country road from which a few batteries of artillery properly supported by infantry could check an advancing army. <box>279 463 414 601</box>
